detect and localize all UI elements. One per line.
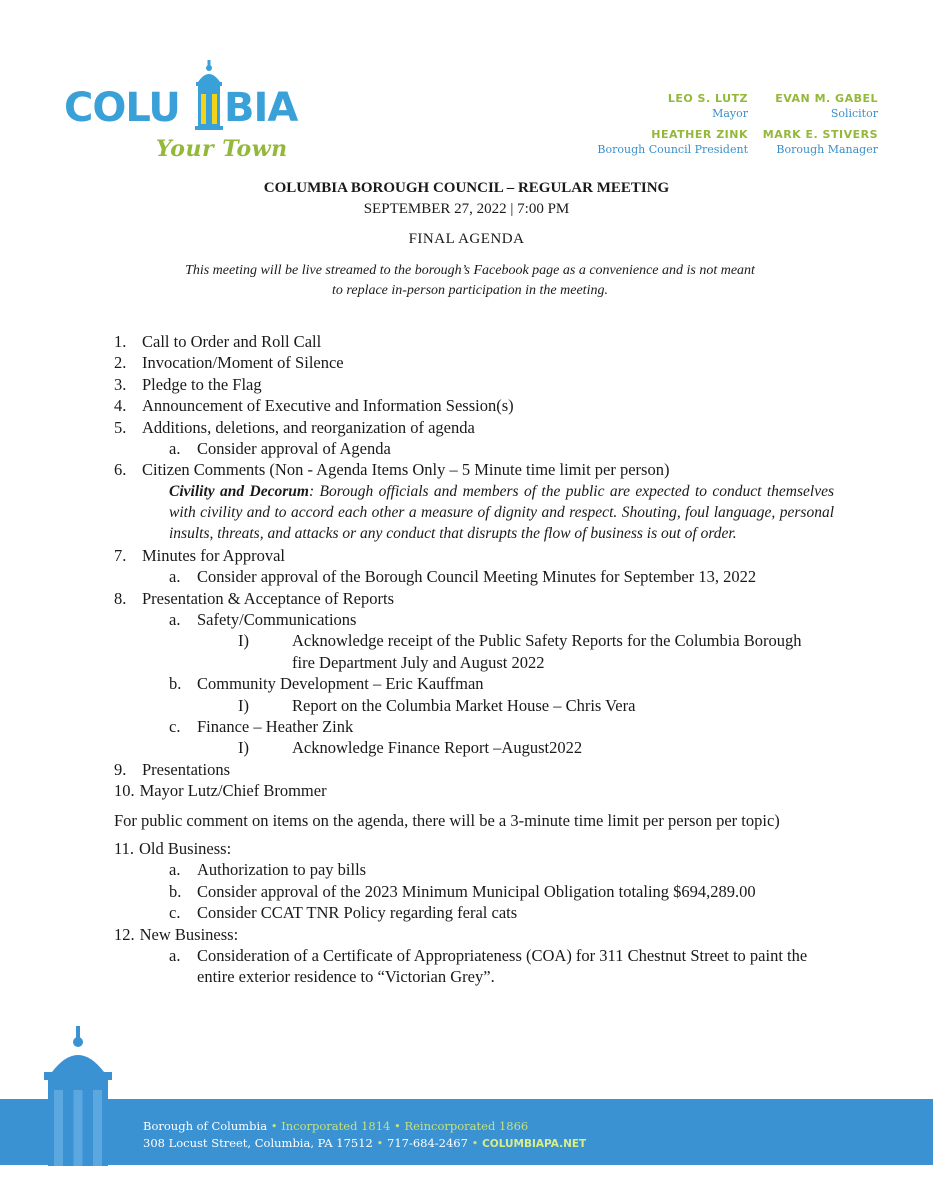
meeting-date: SEPTEMBER 27, 2022 | 7:00 PM (363, 201, 570, 217)
subitem-letter: a. (169, 946, 181, 966)
agenda-subitem (114, 566, 834, 587)
subsubitem-text: Report on the Columbia Market House – Chris Vera (292, 695, 636, 715)
subitem-letter: b. (169, 674, 182, 694)
agenda-item (114, 459, 834, 480)
official-name: LEO S. LUTZ (667, 92, 748, 105)
item-text: Mayor Lutz/Chief Brommer (139, 781, 327, 801)
agenda-subitem (114, 945, 834, 988)
agenda-item (114, 395, 834, 416)
footer-separator: • (372, 1136, 387, 1150)
agenda-subsubitem (114, 630, 834, 673)
subitem-text: Consideration of a Certificate of Appropriateness (COA) for 311 Chestnut Street to paint the entire exterior residence to “Victorian Grey”. (197, 946, 808, 987)
item-number: 1. (114, 332, 127, 351)
item-number: 2. (114, 353, 127, 373)
official-name: EVAN M. GABEL (775, 92, 878, 105)
agenda-item (114, 352, 834, 373)
agenda-item (114, 331, 834, 352)
subsubitem-text: Acknowledge Finance Report –August2022 (292, 738, 583, 758)
livestream-note-line: to replace in-person participation in the meeting. (332, 283, 608, 298)
item-text: Call to Order and Roll Call (142, 332, 322, 351)
official-name: MARK E. STIVERS (762, 128, 878, 141)
item-text: Additions, deletions, and reorganization of agenda (142, 417, 475, 437)
agenda-subitem (114, 902, 834, 923)
item-number: 12. (114, 924, 135, 944)
official-title: Borough Manager (776, 143, 878, 156)
item-text: Announcement of Executive and Information Session(s) (142, 396, 514, 416)
subitem-text: Consider approval of Agenda (197, 439, 391, 459)
item-number: 9. (114, 759, 127, 779)
item-text: Pledge to the Flag (142, 374, 262, 394)
agenda-subitem (114, 673, 834, 694)
footer-phone: 717-684-2467 (387, 1136, 468, 1150)
livestream-note (115, 261, 825, 301)
agenda-item (114, 838, 834, 859)
civility-text: : Borough officials and members of the public are expected to conduct themselves with civility and to accord each other a measure of dignity and respect. Shouting, foul language, personal insults, threats, and attacks or any conduct that disrupts the flow of business is out of order. (169, 482, 835, 543)
agenda-item (114, 588, 834, 609)
item-text: Minutes for Approval (142, 545, 285, 565)
official-mayor (668, 92, 748, 120)
civility-label: Civility and Decorum (169, 482, 309, 500)
item-number: 11. (114, 839, 135, 859)
agenda-item (114, 759, 834, 780)
official-title: Mayor (712, 107, 748, 120)
official-solicitor (775, 92, 878, 120)
footer-line-contact (143, 1136, 586, 1150)
item-text: Old Business: (139, 839, 232, 859)
agenda-subsubitem (114, 737, 834, 758)
subitem-letter: a. (169, 439, 181, 459)
civility-statement (114, 481, 834, 545)
agenda-subitem (114, 438, 834, 459)
subitem-text: Consider approval of the Borough Council Meeting Minutes for September 13, 2022 (197, 567, 757, 587)
agenda-subitem (114, 881, 834, 902)
subitem-letter: a. (169, 860, 181, 880)
subsubitem-text: Acknowledge receipt of the Public Safety Reports for the Columbia Borough fire Department July and August 2022 (292, 631, 802, 672)
official-name: HEATHER ZINK (651, 128, 748, 141)
agenda-item (114, 780, 834, 801)
footer-separator: • (390, 1119, 405, 1133)
footer-incorporated: Incorporated 1814 (281, 1119, 391, 1133)
subitem-text: Finance – Heather Zink (197, 716, 354, 736)
subitem-text: Community Development – Eric Kauffman (197, 674, 484, 694)
meeting-title: COLUMBIA BOROUGH COUNCIL – REGULAR MEETING (263, 180, 670, 196)
footer-separator: • (267, 1119, 282, 1133)
subsubitem-marker: I) (238, 695, 249, 715)
item-number: 6. (114, 460, 127, 480)
item-number: 10. (114, 781, 135, 801)
item-number: 3. (114, 374, 127, 394)
footer-reincorporated: Reincorporated 1866 (404, 1119, 529, 1133)
item-number: 4. (114, 396, 127, 416)
footer-org: Borough of Columbia (143, 1119, 268, 1133)
subitem-text: Safety/Communications (197, 609, 357, 629)
subitem-letter: c. (169, 903, 181, 923)
footer-tower-icon (38, 1026, 118, 1166)
item-text: Presentation & Acceptance of Reports (142, 588, 395, 608)
agenda-list (114, 331, 834, 988)
subitem-text: Consider CCAT TNR Policy regarding feral cats (197, 903, 518, 923)
footer-separator: • (467, 1136, 483, 1150)
official-title: Solicitor (830, 107, 878, 120)
item-text: New Business: (139, 924, 239, 944)
agenda-item (114, 924, 834, 945)
subsubitem-marker: I) (238, 631, 249, 651)
item-text: Citizen Comments (Non - Agenda Items Only – 5 Minute time limit per person) (142, 460, 670, 480)
tower-icon (192, 60, 226, 130)
public-comment-note: For public comment on items on the agenda, there will be a 3-minute time limit per person per topic) (114, 810, 780, 830)
footer-address: 308 Locust Street, Columbia, PA 17512 (143, 1136, 373, 1150)
footer-line-history (143, 1119, 528, 1133)
subitem-letter: a. (169, 609, 181, 629)
agenda-subitem (114, 716, 834, 737)
agenda-type: FINAL AGENDA (408, 231, 525, 247)
subitem-letter: c. (169, 716, 181, 736)
livestream-note-line: This meeting will be live streamed to the borough’s Facebook page as a convenience and is not meant (185, 263, 755, 278)
official-borough-manager (763, 128, 878, 156)
logo-word-right: BIA (224, 85, 298, 131)
agenda-subitem (114, 859, 834, 880)
agenda-item (114, 374, 834, 395)
footer-bar (0, 1099, 933, 1165)
agenda-item (114, 417, 834, 438)
subitem-text: Authorization to pay bills (197, 860, 367, 880)
item-number: 5. (114, 417, 127, 437)
item-number: 8. (114, 588, 127, 608)
subitem-letter: a. (169, 567, 181, 587)
officials-block (588, 92, 878, 162)
logo-word-left: COLU (64, 85, 180, 131)
item-number: 7. (114, 545, 127, 565)
subsubitem-marker: I) (238, 738, 249, 758)
columbia-logo (64, 60, 304, 170)
item-text: Invocation/Moment of Silence (142, 353, 344, 373)
agenda-subsubitem (114, 695, 834, 716)
official-council-president (597, 128, 748, 156)
subitem-letter: b. (169, 881, 182, 901)
official-title: Borough Council President (597, 143, 748, 156)
logo-tagline: Your Town (156, 136, 288, 162)
footer-website-link[interactable]: COLUMBIAPA.NET (482, 1138, 587, 1150)
subitem-text: Consider approval of the 2023 Minimum Municipal Obligation totaling $694,289.00 (197, 881, 756, 901)
agenda-item (114, 545, 834, 566)
agenda-subitem (114, 609, 834, 630)
item-text: Presentations (142, 759, 230, 779)
